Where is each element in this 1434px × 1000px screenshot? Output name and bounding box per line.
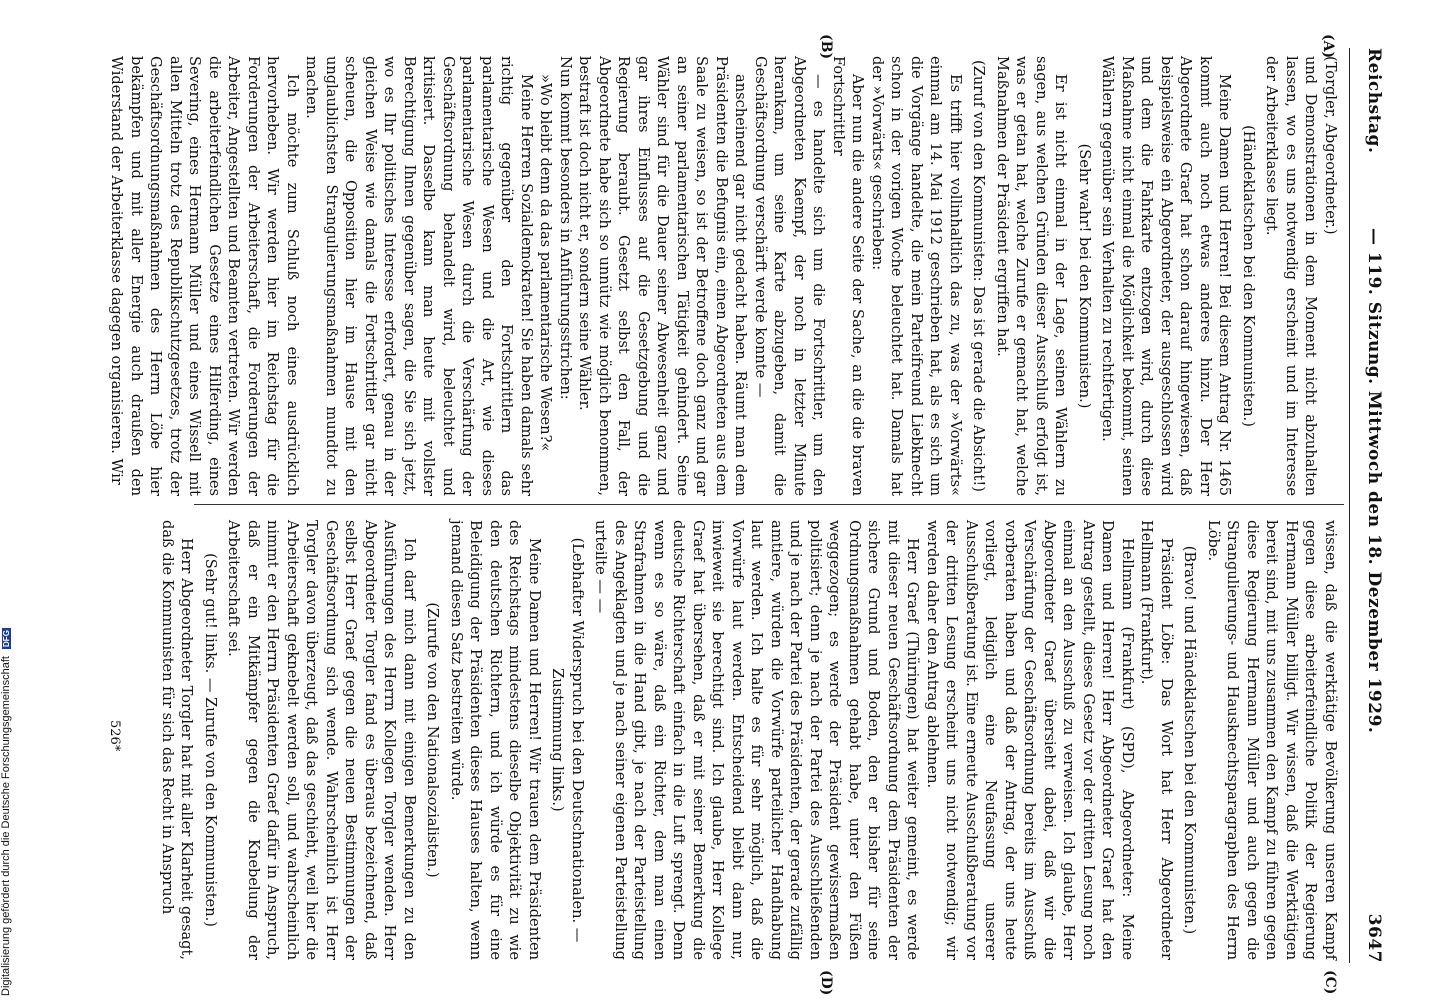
footer-note — [0, 0, 14, 996]
left-column — [107, 56, 1340, 496]
paragraph: Herr Abgeordneter Torgler hat mit aller Klarheit gesagt, daß die Kommunisten für sich das Recht in Anspruch — [159, 520, 196, 960]
column-rule — [194, 504, 1344, 505]
header-center: — 119. Sitzung. Mittwoch den 18. Dezember 1929. — [1364, 228, 1384, 734]
paragraph: Herr Graef (Thüringen) hat weiter gemeint, es werde mit dieser neuen Geschäftsordnung dem Präsidenten der sichere Grund und Boden, den er bisher für seine Ordnungsmaßnahmen gehabt habe, unter den Füßen weggezogen; es werde der Präsident gewissermaßen politisiert; denn je nach der Partei des Ausschließenden und je nach der Partei des Präsidenten, der gerade zufällig amtiere, würden die Vorwürfe parteilicher Handhabung laut werden. Ich halte es für sehr möglich, daß die Vorwürfe laut werden. Entscheidend bleibt dann nur, inwieweit sie berechtigt sind. Ich glaube, Herr Kollege Graef hat übersehen, daß er mit seiner Bemerkung die deutsche Richterschaft einfach in die Luft sprengt. Denn wenn es so wäre, daß ein Richter, dem man einen Strafrahmen in die Hand gibt, je nach der Parteistellung des Angeklagten und je nach seiner eigenen Parteistellung urteilte — — — [592, 520, 922, 960]
interjection: (Sehr gut! links. — Zurufe von den Kommunisten.) — [202, 553, 219, 927]
margin-marker-c: (C) — [1322, 970, 1338, 995]
sheet-number: 526* — [107, 720, 122, 752]
speaker-paragraph: Hellmann (Frankfurt) (SPD), Abgeordneter: Meine Damen und Herren! Herr Abgeordneter Graef hat den Antrag gestellt, dieses Gesetz vor der dritten Lesung noch einmal an den Ausschuß zu verweisen. Ich glaube, Herr Abgeordneter Graef übersieht dabei, daß wir die Verschärfung der Geschäftsordnung bereits im Ausschuß vorberaten haben und daß der Antrag, der uns heute vorliegt, lediglich eine Neufassung unserer Ausschußberatung ist. Eine erneute Ausschußberatung vor der dritten Lesung erscheint uns nicht notwendig; wir werden daher den Antrag ablehnen. — [924, 520, 1136, 960]
header-page-number: 3647 — [1364, 913, 1384, 963]
margin-marker-a: (A) — [1320, 34, 1336, 59]
quotation: »Wo bleibt denn da das parlamentarische Wesen?« — [537, 74, 555, 452]
paragraph: Ich darf mich dann mit einigen Bemerkungen zu den Ausführungen des Herrn Kollegen Torgler wenden. Herr Abgeordneter Torgler fand es überaus bezeichnend, daß selbst Herr Graef gegen die neuen Bestimmungen der Geschäftsordnung sich wende. Wahrscheinlich ist Herr Torgler davon überzeugt, daß das geschieht, weil hier die Arbeiterschaft geknebelt werden soll, und wahrscheinlich nimmt er den Herrn Präsidenten Graef dafür in Anspruch, daß er ein Mitkämpfer gegen die Knebelung der Arbeiterschaft sei. — [225, 520, 418, 960]
quotation: Aber nun die andere Seite der Sache, an die die braven Fortschrittler — [830, 56, 867, 496]
paragraph: und Demonstrationen in dem Moment nicht abzuhalten lassen, wo es uns notwendig erscheint und im Interesse der Arbeiterklasse liegt. — [1263, 56, 1320, 496]
interjection: (Zurufe von den Nationalsozialisten.) — [424, 602, 442, 878]
interjection: (Lebhafter Widerspruch bei den Deutschnationalen. — Zustimmung links.) — [549, 537, 586, 943]
interjection: (Zuruf von den Kommunisten: Das ist gerade die Absicht!) — [970, 60, 988, 492]
right-column — [158, 520, 1341, 960]
paragraph: Meine Damen und Herren! Bei diesem Antrag Nr. 1465 kommt auch noch etwas anderes hinzu. Der Herr Abgeordnete Graef hat schon darauf hingewiesen, daß beispielsweise ein Abgeordneter, der ausgeschlossen wird und dem die Fahrkarte entzogen wird, durch diese Maßnahme nicht einmal die Möglichkeit bekommt, seinen Wählern gegenüber sein Verhalten zu rechtfertigen. — [1099, 56, 1234, 496]
margin-marker-b: (B) — [818, 34, 834, 60]
paragraph: — es handelte sich um die Fortschrittler, um den Abgeordneten Kaempf, der noch in letzter Minute herankam, um seine Karte abzugeben, damit die Geschäftsordnung verschärft werde konnte — — [752, 56, 828, 496]
paragraph: Er ist nicht einmal in der Lage, seinen Wählern zu sagen, aus welchen Gründen dieser Ausschluß erfolgt ist, was er getan hat, welche Zurufe er gemacht hat, welche Maßnahmen der Präsident ergriffen hat. — [994, 56, 1070, 496]
footer-note-text: Digitalisierung gefördert durch die Deutsche Forschungsgemeinschaft — [0, 656, 12, 996]
margin-marker-d: (D) — [818, 970, 834, 996]
speaker-continuation: (Torgler, Abgeordneter.) — [1322, 56, 1339, 235]
interjection: (Bravo! und Händeklatschen bei den Kommunisten.) — [1181, 545, 1199, 935]
interjection: (Sehr wahr! bei den Kommunisten.) — [1076, 143, 1093, 409]
dfg-logo: DFG — [2, 630, 11, 647]
paragraph: Meine Damen und Herren! Wir trauen dem Präsidenten des Reichstags mindestens dieselbe Objektivität zu wie den deutschen Richtern, und ich würde es für eine Beleidigung der Präsidenten dieses Hauses halten, wenn jemand diesen Satz bestreiten würde. — [448, 520, 543, 960]
paragraph: Es trifft hier vollinhaltlich das zu, was der »Vorwärts« einmal am 14. Mai 1912 geschrieben hat, als es sich um die Vorgänge handelte, die mein Parteifreund Liebknecht schon in der vorigen Woche beleuchtet hat. Damals hat der »Vorwärts« geschrieben: — [869, 56, 964, 496]
page-header — [1356, 48, 1388, 963]
paragraph: Meine Herren Sozialdemokraten! Sie haben damals sehr richtig gegenüber den Fortschrittlern das parlamentarische Wesen und die Art, wie dieses parlamentarische Wesen durch die Verschärfung der Geschäftsordnung behandelt wird, beleuchtet und kritisiert. Dasselbe kann man heute mit vollster Berechtigung Ihnen gegenüber sagen, die Sie sich jetzt, wo es Ihr politisches Interesse erfordert, genau in der gleichen Weise wie damals die Fortschrittler gar nicht scheuen, die Opposition hier im Hause mit den unglaublichsten Strangulierungsmaßnahmen mundtot zu machen. — [303, 56, 535, 496]
paragraph: wissen, daß die werktätige Bevölkerung unseren Kampf gegen diese arbeiterfeindliche Politik der Regierung Hermann Müller billigt. Wir wissen, daß die Werktätigen bereit sind, mit uns zusammen den Kampf zu führen gegen diese Regierung Hermann Müller und auch gegen die Strangulierungs- und Hausknechtsparagraphen des Herrn Löbe. — [1205, 520, 1339, 960]
interjection: (Händeklatschen bei den Kommunisten.) — [1240, 125, 1257, 427]
paragraph: Nun kommt besonders in Anführungsstrichen: — [557, 56, 574, 400]
paragraph: Ich möchte zum Schluß noch eines ausdrücklich hervorheben. Wir werden hier im Reichstag für die Forderungen der Arbeiterschaft, die Forderungen der Arbeiter, Angestellten und Beamten vertreten. Wir werden die arbeiterfeindlichen Gesetze eines Hilferding, eines Severing, eines Hermann Müller und eines Wissell mit allen Mitteln trotz des Republikschutzgesetzes, trotz der Geschäftsordnungsmaßnahmen des Herrn Löbe hier bekämpfen und mit aller Energie auch draußen den Widerstand der Arbeiterklasse dagegen organisieren. Wir — [108, 56, 301, 496]
speaker-paragraph: Präsident Löbe: Das Wort hat Herr Abgeordneter Hellmann (Frankfurt). — [1138, 520, 1175, 960]
quotation: anscheinend gar nicht gedacht haben. Räumt man dem Präsidenten die Befugnis ein, einen Abgeordneten aus dem Saale zu weisen, so ist der Betroffene doch ganz und gar an seiner parlamentarischen Tätigkeit gehindert. Seine Wähler sind für die Dauer seiner Abwesenheit ganz und gar ihres Einflusses auf die Gesetzgebung und die Regierung beraubt. Gesetzt selbst den Fall, der Abgeordnete habe sich so unnütz wie möglich benommen, bestraft ist doch nicht er, sondern seine Wähler. — [576, 56, 750, 496]
header-left: Reichstag. — [1364, 48, 1384, 154]
header-rule — [1349, 48, 1350, 963]
